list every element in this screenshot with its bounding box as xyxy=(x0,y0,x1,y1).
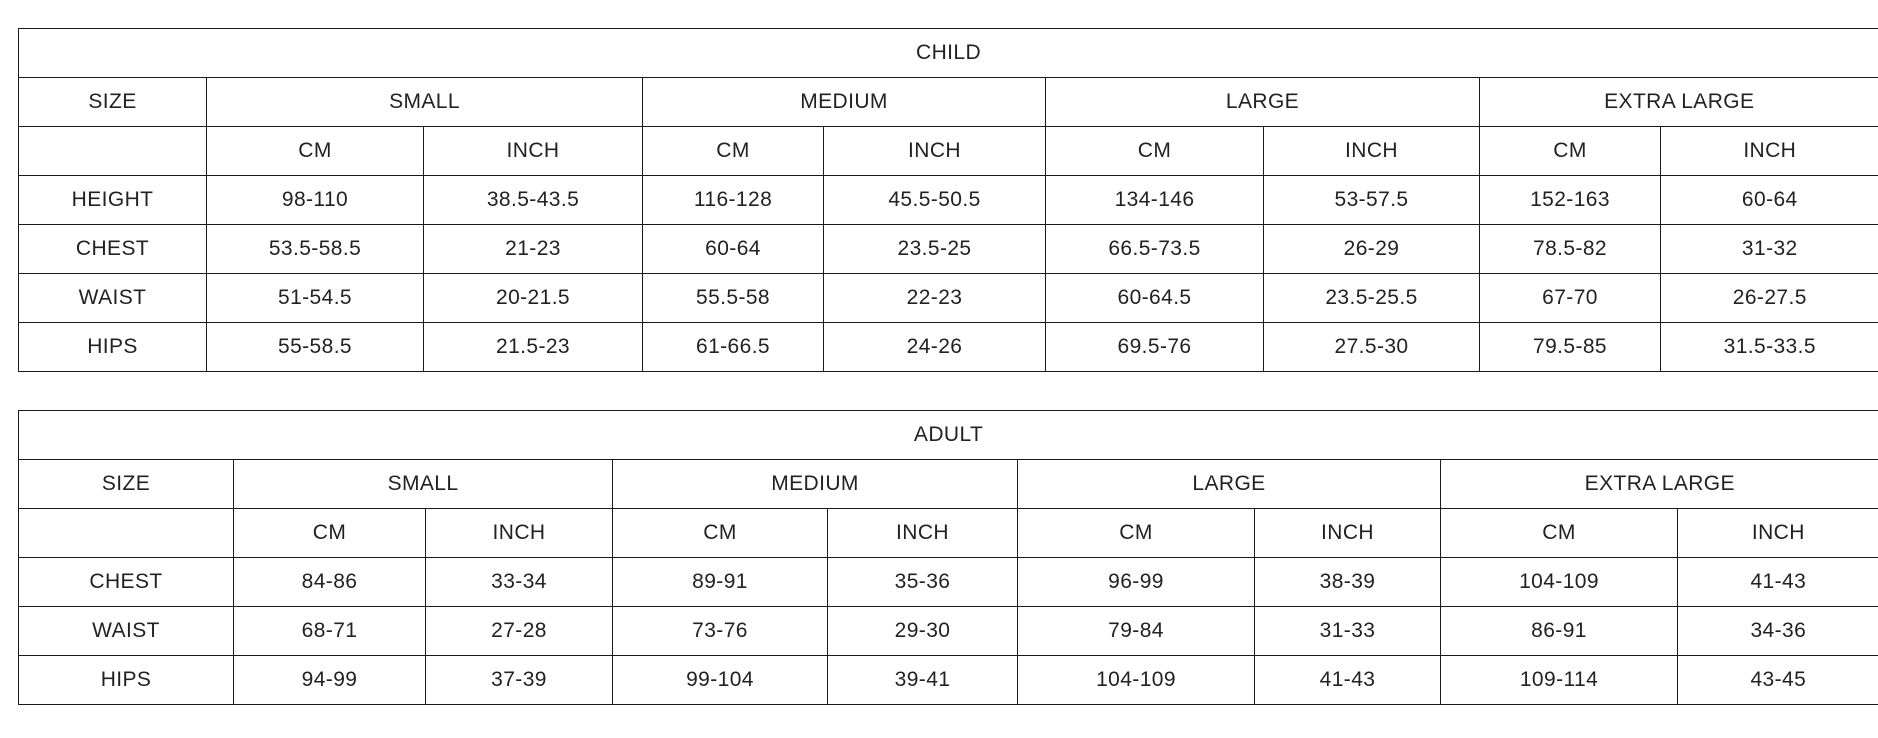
adult-size-table xyxy=(18,410,1878,705)
table-cell: 86-91 xyxy=(1441,607,1678,656)
table-cell: 69.5-76 xyxy=(1046,323,1264,372)
row-label: HEIGHT xyxy=(19,176,207,225)
adult-row-hips xyxy=(19,656,1878,705)
table-cell: 23.5-25.5 xyxy=(1264,274,1480,323)
adult-unit-cell: INCH xyxy=(1255,509,1441,558)
child-row-chest xyxy=(19,225,1878,274)
table-cell: 104-109 xyxy=(1018,656,1255,705)
row-label: WAIST xyxy=(19,607,234,656)
table-cell: 22-23 xyxy=(824,274,1046,323)
child-size-extra-large: EXTRA LARGE xyxy=(1480,78,1878,127)
child-unit-cell: CM xyxy=(1046,127,1264,176)
row-label: CHEST xyxy=(19,558,234,607)
table-cell: 89-91 xyxy=(613,558,828,607)
adult-size-large: LARGE xyxy=(1018,460,1441,509)
table-cell: 21-23 xyxy=(424,225,643,274)
child-size-row xyxy=(19,78,1878,127)
child-unit-cell: INCH xyxy=(1264,127,1480,176)
table-cell: 109-114 xyxy=(1441,656,1678,705)
table-cell: 43-45 xyxy=(1678,656,1878,705)
row-label: HIPS xyxy=(19,323,207,372)
child-row-height xyxy=(19,176,1878,225)
table-cell: 29-30 xyxy=(828,607,1018,656)
table-cell: 79-84 xyxy=(1018,607,1255,656)
child-unit-cell: INCH xyxy=(1661,127,1878,176)
adult-unit-cell: INCH xyxy=(426,509,613,558)
adult-unit-cell: CM xyxy=(234,509,426,558)
table-cell: 55.5-58 xyxy=(643,274,824,323)
adult-unit-cell: CM xyxy=(613,509,828,558)
table-cell: 60-64 xyxy=(1661,176,1878,225)
adult-unit-empty-cell xyxy=(19,509,234,558)
adult-unit-cell: CM xyxy=(1441,509,1678,558)
child-unit-row xyxy=(19,127,1878,176)
table-cell: 51-54.5 xyxy=(207,274,424,323)
adult-unit-cell: CM xyxy=(1018,509,1255,558)
adult-size-medium: MEDIUM xyxy=(613,460,1018,509)
table-cell: 55-58.5 xyxy=(207,323,424,372)
child-table-title: CHILD xyxy=(19,29,1878,78)
adult-unit-cell: INCH xyxy=(828,509,1018,558)
table-cell: 98-110 xyxy=(207,176,424,225)
row-label: HIPS xyxy=(19,656,234,705)
table-cell: 66.5-73.5 xyxy=(1046,225,1264,274)
table-cell: 26-27.5 xyxy=(1661,274,1878,323)
table-cell: 134-146 xyxy=(1046,176,1264,225)
table-cell: 33-34 xyxy=(426,558,613,607)
child-unit-cell: CM xyxy=(1480,127,1661,176)
table-cell: 31.5-33.5 xyxy=(1661,323,1878,372)
child-unit-cell: INCH xyxy=(824,127,1046,176)
table-cell: 37-39 xyxy=(426,656,613,705)
table-cell: 53.5-58.5 xyxy=(207,225,424,274)
adult-table-title: ADULT xyxy=(19,411,1878,460)
child-size-small: SMALL xyxy=(207,78,643,127)
table-cell: 31-33 xyxy=(1255,607,1441,656)
child-unit-cell: CM xyxy=(643,127,824,176)
table-cell: 24-26 xyxy=(824,323,1046,372)
adult-size-row xyxy=(19,460,1878,509)
table-cell: 26-29 xyxy=(1264,225,1480,274)
table-cell: 27-28 xyxy=(426,607,613,656)
table-cell: 60-64 xyxy=(643,225,824,274)
table-cell: 61-66.5 xyxy=(643,323,824,372)
table-cell: 78.5-82 xyxy=(1480,225,1661,274)
table-cell: 73-76 xyxy=(613,607,828,656)
child-unit-cell: INCH xyxy=(424,127,643,176)
adult-row-chest xyxy=(19,558,1878,607)
child-size-table xyxy=(18,28,1878,372)
row-label: WAIST xyxy=(19,274,207,323)
adult-size-small: SMALL xyxy=(234,460,613,509)
adult-size-extra-large: EXTRA LARGE xyxy=(1441,460,1878,509)
table-cell: 41-43 xyxy=(1678,558,1878,607)
table-cell: 84-86 xyxy=(234,558,426,607)
adult-size-label: SIZE xyxy=(19,460,234,509)
table-cell: 23.5-25 xyxy=(824,225,1046,274)
table-cell: 94-99 xyxy=(234,656,426,705)
table-cell: 41-43 xyxy=(1255,656,1441,705)
child-unit-empty-cell xyxy=(19,127,207,176)
table-cell: 39-41 xyxy=(828,656,1018,705)
row-label: CHEST xyxy=(19,225,207,274)
table-cell: 104-109 xyxy=(1441,558,1678,607)
table-cell: 45.5-50.5 xyxy=(824,176,1046,225)
child-size-medium: MEDIUM xyxy=(643,78,1046,127)
table-cell: 31-32 xyxy=(1661,225,1878,274)
table-cell: 20-21.5 xyxy=(424,274,643,323)
adult-title-row xyxy=(19,411,1878,460)
table-cell: 34-36 xyxy=(1678,607,1878,656)
table-cell: 96-99 xyxy=(1018,558,1255,607)
table-cell: 79.5-85 xyxy=(1480,323,1661,372)
table-cell: 68-71 xyxy=(234,607,426,656)
child-title-row xyxy=(19,29,1878,78)
table-cell: 67-70 xyxy=(1480,274,1661,323)
adult-row-waist xyxy=(19,607,1878,656)
child-row-hips xyxy=(19,323,1878,372)
table-cell: 38-39 xyxy=(1255,558,1441,607)
table-cell: 38.5-43.5 xyxy=(424,176,643,225)
adult-unit-cell: INCH xyxy=(1678,509,1878,558)
table-cell: 99-104 xyxy=(613,656,828,705)
table-cell: 116-128 xyxy=(643,176,824,225)
table-cell: 53-57.5 xyxy=(1264,176,1480,225)
child-row-waist xyxy=(19,274,1878,323)
table-cell: 60-64.5 xyxy=(1046,274,1264,323)
child-unit-cell: CM xyxy=(207,127,424,176)
table-cell: 21.5-23 xyxy=(424,323,643,372)
adult-unit-row xyxy=(19,509,1878,558)
table-cell: 152-163 xyxy=(1480,176,1661,225)
child-size-label: SIZE xyxy=(19,78,207,127)
child-size-large: LARGE xyxy=(1046,78,1480,127)
table-cell: 27.5-30 xyxy=(1264,323,1480,372)
table-cell: 35-36 xyxy=(828,558,1018,607)
